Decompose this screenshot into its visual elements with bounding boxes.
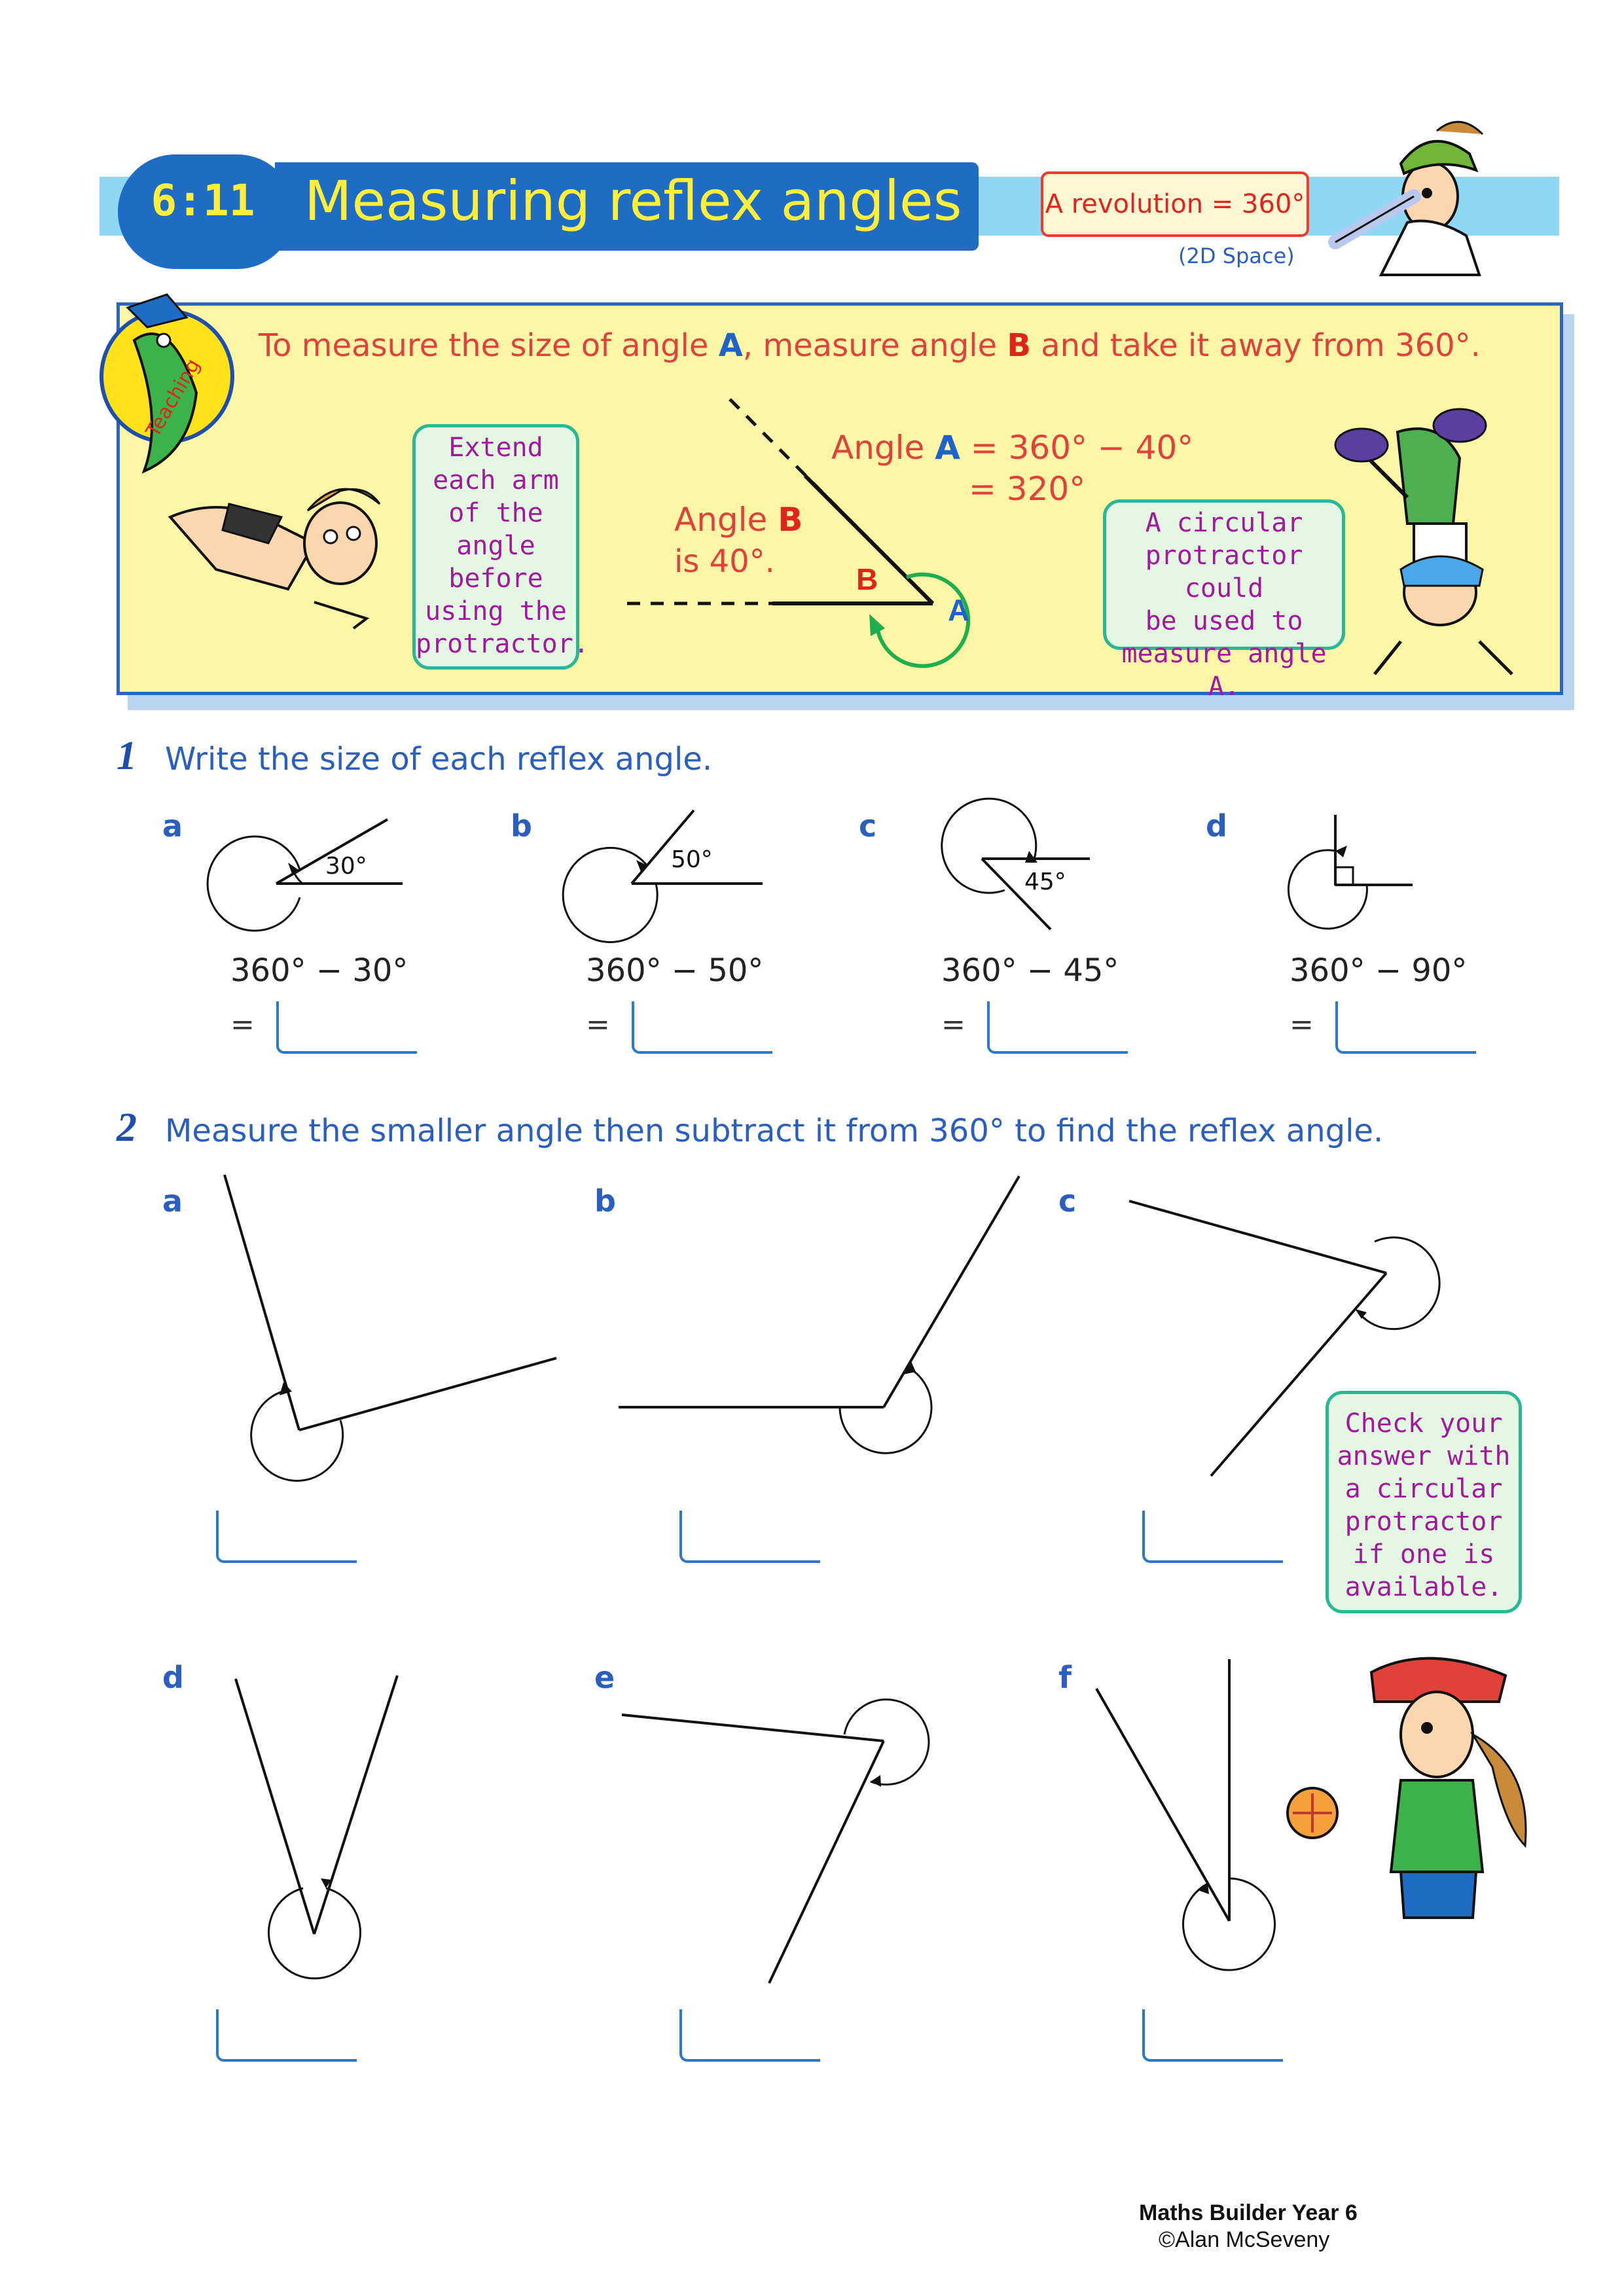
page-title: Measuring reflex angles: [304, 169, 962, 233]
angle-b-label: Angle B: [674, 501, 803, 539]
question-1-number: 1: [117, 734, 137, 778]
topic-label: (2D Space): [1178, 243, 1295, 268]
q1-c-label: c: [859, 808, 877, 844]
q2-b-angle: [619, 1176, 1019, 1453]
q1-b-calc: 360° − 50°: [586, 952, 764, 989]
q1-d-calc: 360° − 90°: [1290, 952, 1468, 989]
pizza-boy-icon: [1288, 1659, 1526, 1918]
diagram-label-b: B: [856, 562, 878, 596]
q1-a-calc: 360° − 30°: [230, 952, 408, 989]
q2-d-angle: [236, 1676, 397, 1979]
q1-b-label: b: [511, 808, 532, 844]
footer-book-title: Maths Builder Year 6: [1139, 2200, 1358, 2225]
angle-a-result: = 320°: [969, 470, 1086, 508]
q2-e-angle: [622, 1700, 929, 1983]
q1-a-label: a: [162, 808, 183, 844]
question-1-text: Write the size of each reflex angle.: [165, 741, 713, 778]
question-2-number: 2: [117, 1105, 137, 1150]
q2-e-answer-box[interactable]: [679, 2009, 820, 2062]
angle-b-value: is 40°.: [674, 543, 775, 580]
q2-c-answer-box[interactable]: [1142, 1511, 1283, 1563]
teaching-instruction: To measure the size of angle A, measure angle B and take it away from 360°.: [259, 327, 1481, 364]
q1-b-angle-label: 50°: [671, 846, 713, 873]
q1-a-angle-label: 30°: [325, 853, 367, 880]
circular-protractor-bubble: A circular protractor could be used to measure angle A.: [1103, 499, 1345, 650]
q2-c-label: c: [1058, 1183, 1077, 1219]
q1-a-equals: =: [230, 1008, 255, 1041]
footer-copyright: ©Alan McSeveny: [1159, 2227, 1330, 2252]
q2-f-label: f: [1058, 1660, 1072, 1695]
extend-arms-bubble: Extend each arm of the angle before using the protractor.: [412, 424, 579, 670]
q2-f-answer-box[interactable]: [1142, 2009, 1283, 2062]
q2-e-label: e: [594, 1660, 615, 1695]
q2-b-label: b: [594, 1183, 616, 1219]
q2-a-label: a: [162, 1183, 183, 1219]
angle-a-equation: Angle A = 360° − 40°: [831, 429, 1194, 467]
q1-c-angle-label: 45°: [1024, 869, 1066, 895]
q2-d-label: d: [162, 1660, 184, 1695]
question-2-text: Measure the smaller angle then subtract it from 360° to find the reflex angle.: [165, 1113, 1384, 1149]
q2-d-answer-box[interactable]: [216, 2009, 357, 2062]
q1-d-label: d: [1206, 808, 1227, 844]
section-number: 6:11: [151, 175, 255, 226]
q2-b-answer-box[interactable]: [679, 1511, 820, 1563]
q1-d-equals: =: [1290, 1008, 1314, 1041]
q1-b-equals: =: [586, 1008, 610, 1041]
revolution-box: A revolution = 360°: [1041, 171, 1309, 237]
q1-c-calc: 360° − 45°: [941, 952, 1119, 989]
q2-a-answer-box[interactable]: [216, 1511, 357, 1563]
q1-c-equals: =: [941, 1008, 965, 1041]
diagram-label-a: A: [948, 593, 970, 627]
q2-f-angle: [1096, 1659, 1274, 1970]
teaching-tag: Teaching: [141, 355, 205, 441]
q2-a-angle: [225, 1175, 556, 1480]
check-answer-bubble: Check your answer with a circular protractor if one is available.: [1326, 1391, 1522, 1613]
